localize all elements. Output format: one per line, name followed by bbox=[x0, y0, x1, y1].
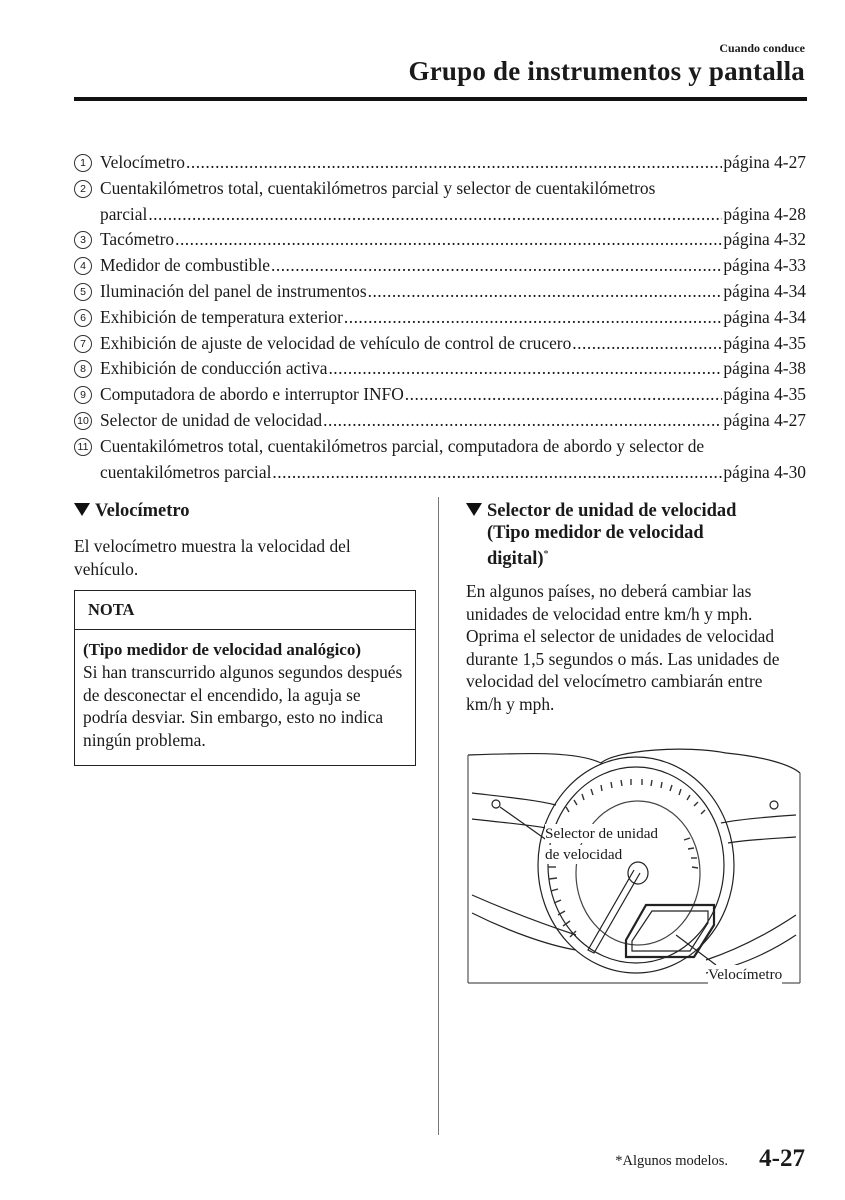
toc-label: Cuentakilómetros total, cuentakilómetros parcial, computadora de abordo y selector de bbox=[100, 435, 705, 456]
velocimetro-heading-text: Velocímetro bbox=[95, 501, 190, 521]
toc-entry bbox=[74, 356, 806, 382]
velocimetro-heading bbox=[74, 500, 190, 522]
column-divider bbox=[438, 497, 439, 1135]
toc-page: página 4-34 bbox=[723, 306, 806, 327]
selector-heading bbox=[466, 500, 796, 570]
toc-page: página 4-27 bbox=[723, 409, 806, 430]
note-title: NOTA bbox=[75, 591, 415, 630]
toc-entry bbox=[74, 227, 806, 253]
selector-heading-line3: digital) bbox=[487, 549, 544, 570]
toc-leader bbox=[368, 279, 723, 305]
instrument-cluster-figure bbox=[466, 745, 802, 985]
toc-leader bbox=[148, 202, 722, 228]
toc-number: 6 bbox=[74, 305, 100, 331]
triangle-bullet-icon bbox=[466, 503, 482, 516]
toc-label: Exhibición de conducción activa bbox=[100, 358, 328, 379]
toc-leader bbox=[271, 253, 722, 279]
toc-label: Selector de unidad de velocidad bbox=[100, 409, 323, 430]
toc-page: página 4-35 bbox=[723, 384, 806, 405]
toc-entry bbox=[74, 331, 806, 357]
toc-entry bbox=[74, 408, 806, 434]
note-subtitle: (Tipo medidor de velocidad analógico) bbox=[83, 640, 362, 659]
toc-entry bbox=[74, 305, 806, 331]
toc-entry bbox=[74, 150, 806, 176]
toc-number: 7 bbox=[74, 331, 100, 357]
selector-heading-line2: (Tipo medidor de velocidad bbox=[487, 523, 704, 543]
selector-label-line1: Selector de unidad bbox=[545, 825, 659, 842]
toc-leader bbox=[572, 331, 722, 357]
model-footnote-mark: * bbox=[543, 549, 549, 560]
toc-entry-continued bbox=[74, 460, 806, 486]
selector-label-line2: de velocidad bbox=[545, 846, 623, 863]
toc-leader bbox=[186, 150, 722, 176]
toc-number: 5 bbox=[74, 279, 100, 305]
toc-entry bbox=[74, 434, 806, 460]
toc-page: página 4-34 bbox=[723, 280, 806, 301]
note-text: Si han transcurrido algunos segundos después de desconectar el encendido, la aguja se podría desviar. Sin embargo, esto no indica ningún problema. bbox=[83, 662, 403, 750]
toc-leader bbox=[323, 408, 722, 434]
triangle-bullet-icon bbox=[74, 503, 90, 516]
toc-label-continued: cuentakilómetros parcial bbox=[100, 461, 272, 482]
toc-entry bbox=[74, 176, 806, 202]
toc-page: página 4-27 bbox=[723, 152, 806, 172]
toc-page: página 4-32 bbox=[723, 229, 806, 250]
toc-number: 11 bbox=[74, 434, 100, 460]
section-header: Cuando conduce bbox=[719, 41, 805, 55]
toc-page: página 4-35 bbox=[723, 332, 806, 353]
toc-number: 10 bbox=[74, 408, 100, 434]
toc-label: Iluminación del panel de instrumentos bbox=[100, 280, 367, 301]
toc-label: Computadora de abordo e interruptor INFO bbox=[100, 384, 404, 405]
toc-number: 3 bbox=[74, 227, 100, 253]
toc-number: 9 bbox=[74, 382, 100, 408]
toc-label: Exhibición de temperatura exterior bbox=[100, 306, 343, 327]
page-number: 4-27 bbox=[759, 1145, 805, 1172]
toc-page: página 4-30 bbox=[723, 461, 806, 482]
toc-entry-continued bbox=[74, 202, 806, 228]
toc-leader bbox=[344, 305, 723, 331]
title-rule bbox=[74, 97, 807, 101]
toc-page: página 4-38 bbox=[723, 358, 806, 379]
toc-number: 1 bbox=[74, 150, 100, 176]
toc-leader bbox=[175, 227, 722, 253]
toc-label: Medidor de combustible bbox=[100, 255, 271, 276]
toc-label: Tacómetro bbox=[100, 229, 175, 250]
note-box bbox=[74, 590, 416, 766]
toc-label-continued: parcial bbox=[100, 203, 148, 224]
toc-page: página 4-28 bbox=[723, 203, 806, 224]
toc-leader bbox=[405, 382, 723, 408]
toc-entry bbox=[74, 382, 806, 408]
toc-leader bbox=[272, 460, 722, 486]
toc-label: Cuentakilómetros total, cuentakilómetros parcial y selector de cuentakilómetros bbox=[100, 177, 656, 198]
toc-page: página 4-33 bbox=[723, 255, 806, 276]
toc-number: 2 bbox=[74, 176, 100, 202]
contents-list bbox=[74, 150, 806, 485]
toc-leader bbox=[328, 356, 722, 382]
toc-label: Velocímetro bbox=[100, 152, 185, 172]
toc-entry bbox=[74, 253, 806, 279]
page-title: Grupo de instrumentos y pantalla bbox=[408, 56, 805, 86]
velocimetro-text: El velocímetro muestra la velocidad del vehículo. bbox=[74, 536, 351, 579]
toc-number: 8 bbox=[74, 356, 100, 382]
toc-number: 4 bbox=[74, 253, 100, 279]
speedometer-label: Velocímetro bbox=[708, 966, 783, 983]
instrument-cluster-drawing bbox=[466, 745, 802, 985]
note-body bbox=[75, 630, 415, 751]
toc-label: Exhibición de ajuste de velocidad de vehículo de control de crucero bbox=[100, 332, 572, 353]
selector-heading-line1: Selector de unidad de velocidad bbox=[487, 501, 737, 521]
footnote: *Algunos modelos. bbox=[615, 1153, 728, 1169]
toc-entry bbox=[74, 279, 806, 305]
selector-text: En algunos países, no deberá cambiar las unidades de velocidad entre km/h y mph. Oprima el selector de unidades de velocidad durante 1,5 segundos o más. Las unidades de velocidad del velocímetro cambiarán entre km/h y mph. bbox=[466, 581, 780, 714]
